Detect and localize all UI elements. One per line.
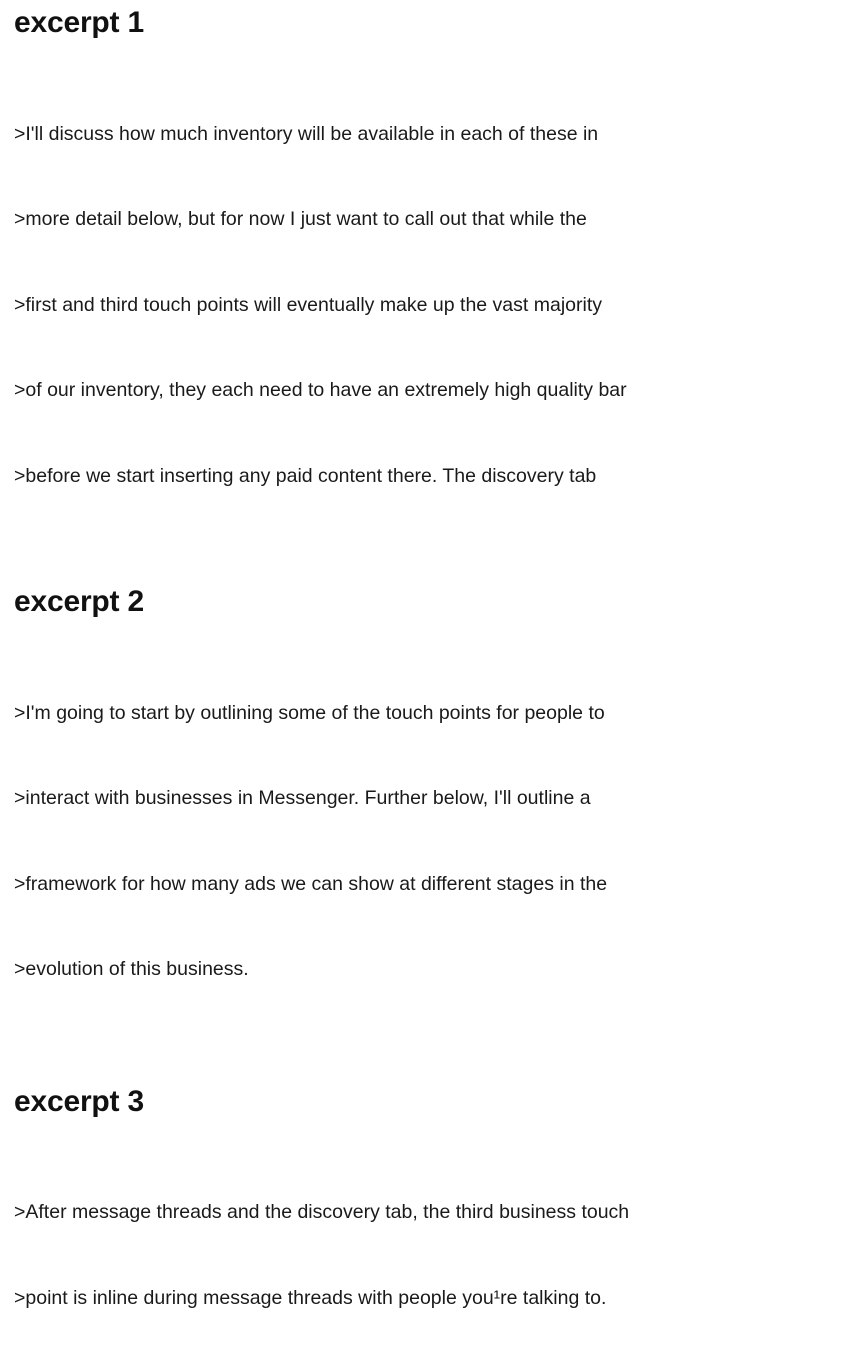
excerpt-line: >before we start inserting any paid content there. The discovery tab — [14, 462, 830, 491]
excerpt-block-1 — [14, 6, 830, 547]
excerpt-title-3: excerpt 3 — [14, 1085, 830, 1120]
excerpt-title-2: excerpt 2 — [14, 585, 830, 620]
excerpt-body-2 — [14, 642, 830, 1041]
excerpt-title-1: excerpt 1 — [14, 6, 830, 41]
excerpt-line: >evolution of this business. — [14, 955, 830, 984]
section-spacer — [14, 557, 830, 585]
excerpt-line: >first and third touch points will eventually make up the vast majority — [14, 291, 830, 320]
excerpt-line: >point is inline during message threads with people you¹re talking to. — [14, 1284, 830, 1313]
excerpt-line: >of our inventory, they each need to have an extremely high quality bar — [14, 376, 830, 405]
excerpt-line: >framework for how many ads we can show at different stages in the — [14, 870, 830, 899]
excerpt-block-2 — [14, 585, 830, 1041]
excerpt-line: >After message threads and the discovery tab, the third business touch — [14, 1198, 830, 1227]
excerpt-line: >I'll discuss how much inventory will be available in each of these in — [14, 120, 830, 149]
section-spacer — [14, 1051, 830, 1085]
excerpt-line: >more detail below, but for now I just want to call out that while the — [14, 205, 830, 234]
excerpt-body-1 — [14, 63, 830, 548]
excerpt-line: >I'm going to start by outlining some of the touch points for people to — [14, 699, 830, 728]
excerpt-block-3 — [14, 1085, 830, 1352]
excerpt-line: >interact with businesses in Messenger. Further below, I'll outline a — [14, 784, 830, 813]
excerpt-body-3 — [14, 1141, 830, 1352]
